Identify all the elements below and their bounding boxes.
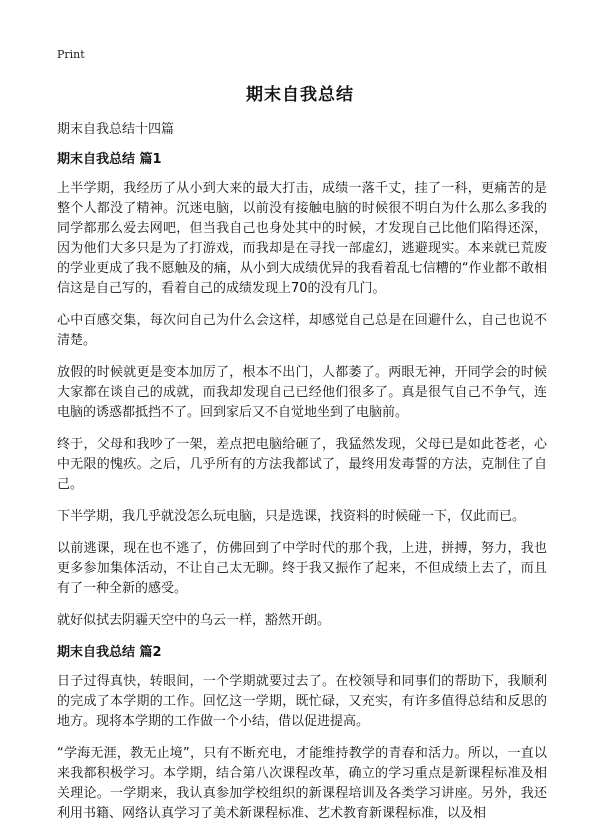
paragraph: 就好似拭去阴霾天空中的乌云一样，豁然开朗。	[57, 613, 331, 628]
document-subtitle: 期末自我总结十四篇	[57, 122, 175, 137]
section-heading: 期末自我总结 篇1	[57, 152, 162, 167]
page-title: 期末自我总结	[246, 85, 354, 105]
section-heading: 期末自我总结 篇2	[57, 645, 162, 660]
paragraph: “学海无涯，教无止境”，只有不断充电，才能维持教学的青春和活力。所以，一直以来我都积极学习。本学期，结合第八次课程改革，确立的学习重点是新课程标准及相关理论。一学期来，我认真参加学校组织的新课程培训及各类学习讲座。另外，我还利用书籍、网络认真学习了美术新课程标准、艺术教育新课程标准，以及相	[57, 746, 547, 821]
section-2	[57, 643, 547, 824]
paragraph: 上半学期，我经历了从小到大来的最大打击，成绩一落千丈，挂了一科，更痛苦的是整个人都没了精神。沉迷电脑，以前没有接触电脑的时候很不明白为什么那么多我的同学都那么爱去网吧，但当我自己也身处其中的时候，才发现自己比他们陷得还深，因为他们大多只是为了打游戏，而我却是在寻找一部虚幻，逃避现实。本来就已荒废的学业更成了我不愿触及的痛，从小到大成绩优异的我看着乱七信糟的“作业都不敢相信这是自己写的，看着自己的成绩发现上70的没有几门。	[57, 181, 547, 296]
paragraph: 放假的时候就更是变本加厉了，根本不出门，人都萎了。两眼无神，开同学会的时候大家都在谈自己的成就，而我却发现自己已经他们很多了。真是很气自己不争气，连电脑的诱惑都抵挡不了。回到家后又不自觉地坐到了电脑前。	[57, 365, 547, 420]
document-body	[57, 120, 547, 836]
section-1	[57, 150, 547, 631]
paragraph: 终于，父母和我吵了一架，差点把电脑给砸了，我猛然发现，父母已是如此苍老，心中无限的愧疚。之后，几乎所有的方法我都试了，最终用发毒誓的方法，克制住了自己。	[57, 437, 547, 492]
paragraph: 下半学期，我几乎就没怎么玩电脑，只是选课，找资料的时候碰一下，仅此而已。	[57, 509, 526, 524]
paragraph: 日子过得真快，转眼间，一个学期就要过去了。在校领导和同事们的帮助下，我顺利的完成了本学期的工作。回忆这一学期，既忙碌，又充实，有许多值得总结和反思的地方。现将本学期的工作做一个小结，借以促进提高。	[57, 674, 547, 729]
paragraph: 心中百感交集，每次问自己为什么会这样，却感觉自己总是在回避什么，自己也说不清楚。	[57, 313, 547, 348]
print-link[interactable]: Print	[57, 48, 85, 61]
paragraph: 以前逃课，现在也不逃了，仿佛回到了中学时代的那个我，上进，拼搏，努力，我也更多参加集体活动，不让自己太无聊。终于我又振作了起来，不但成绩上去了，而且有了一种全新的感受。	[57, 541, 547, 596]
